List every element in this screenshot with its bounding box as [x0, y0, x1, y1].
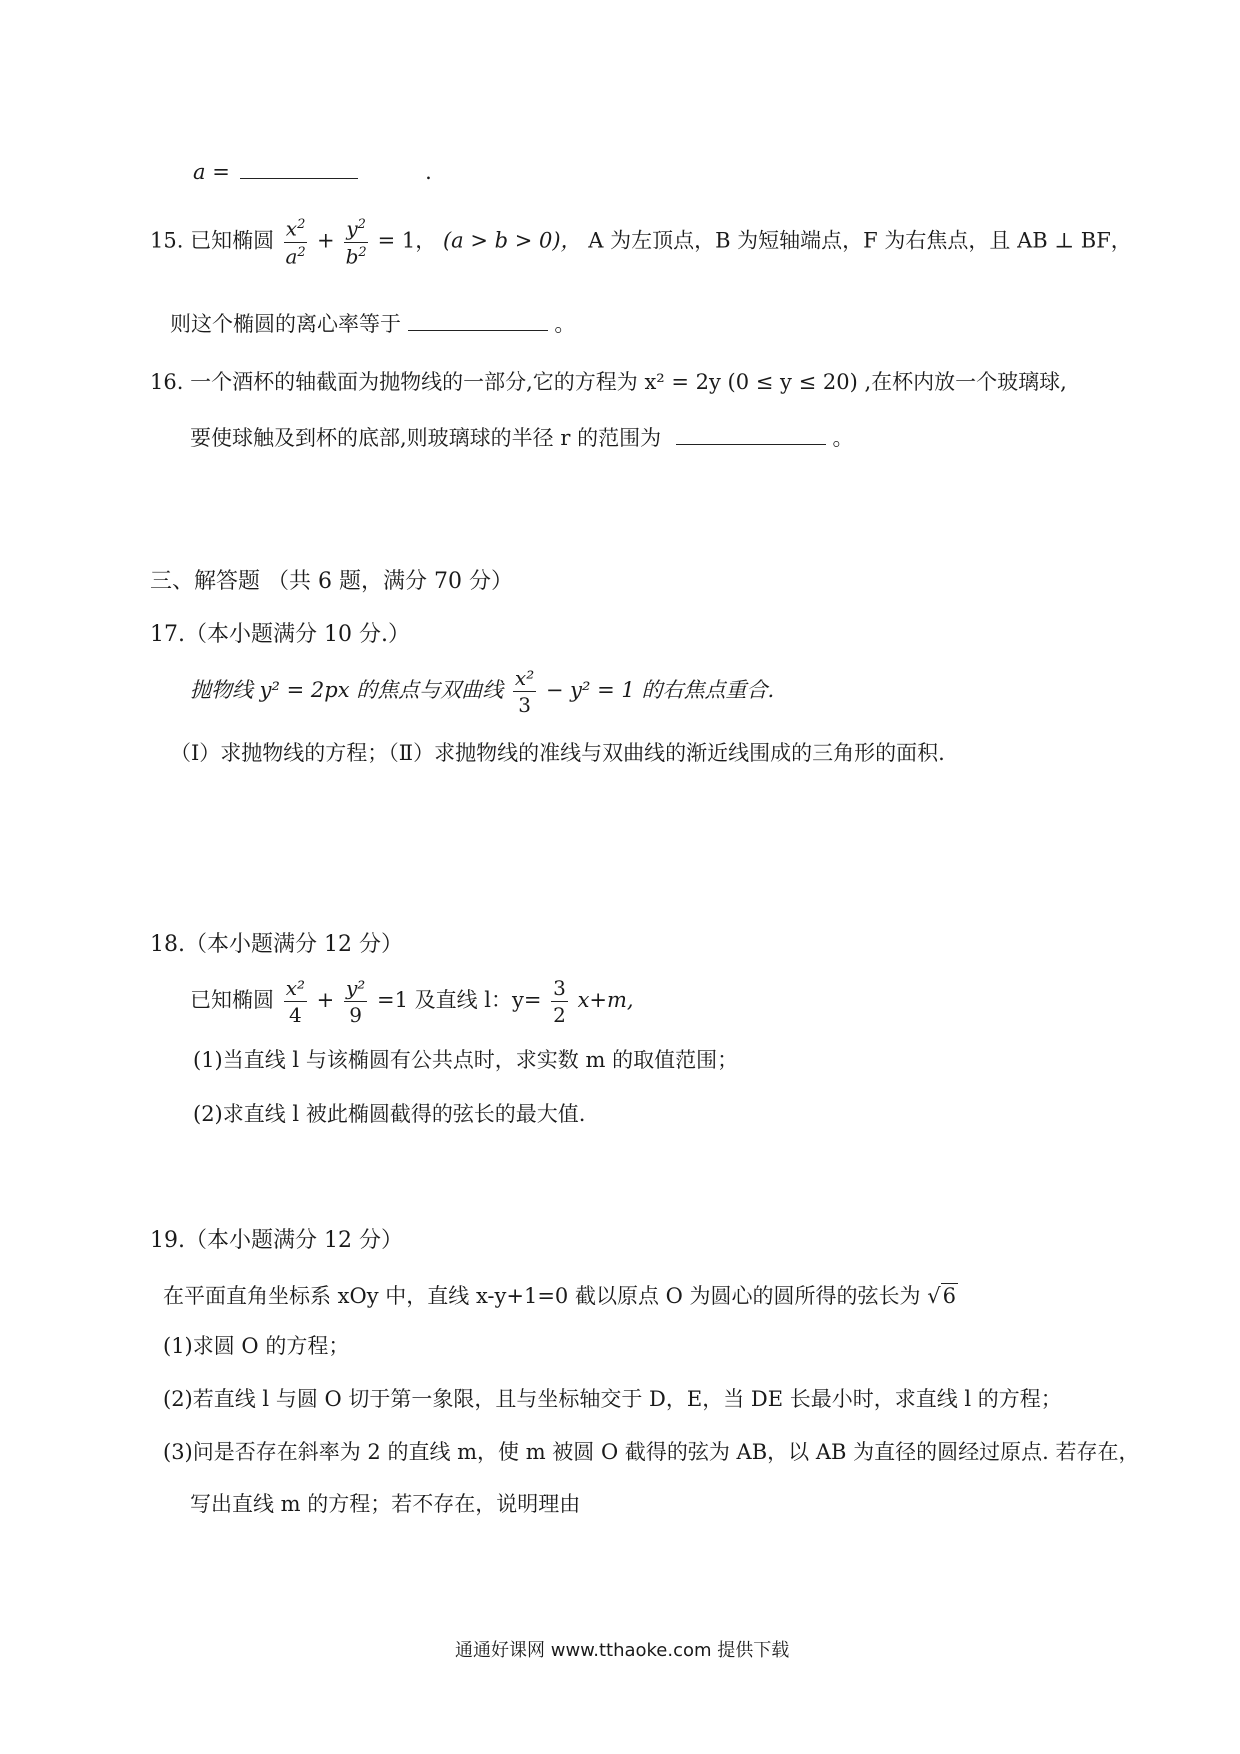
q17-text-a: 抛物线 y² = 2px 的焦点与双曲线 — [190, 678, 504, 702]
q18-header: 18.（本小题满分 12 分） — [150, 932, 403, 957]
q18-statement — [190, 978, 634, 1025]
q19-part2: (2)若直线 l 与圆 O 切于第一象限，且与坐标轴交于 D，E，当 DE 长最小时，求直线 l 的方程； — [163, 1387, 1062, 1411]
q18-part2: (2)求直线 l 被此椭圆截得的弦长的最大值. — [193, 1102, 586, 1126]
q16-line2-text: 要使球触及到杯的底部,则玻璃球的半径 r 的范围为 — [190, 426, 662, 450]
section3-heading: 三、解答题 （共 6 题，满分 70 分） — [150, 569, 513, 594]
q15-line1 — [150, 216, 1132, 269]
q18-part1: (1)当直线 l 与该椭圆有公共点时，求实数 m 的取值范围； — [193, 1048, 739, 1072]
q19-part3-cont: 写出直线 m 的方程；若不存在，说明理由 — [190, 1492, 581, 1516]
q19-sqrt: √ 6 — [927, 1284, 956, 1308]
q17-frac: $\frac{\text{x²}}{3}$ — [514, 666, 535, 717]
q17-parts: （Ⅰ）求抛物线的方程；（Ⅱ）求抛物线的准线与双曲线的渐近线围成的三角形的面积. — [170, 741, 945, 765]
q14-blank — [240, 177, 358, 179]
q16-end: 。 — [832, 426, 854, 450]
q19-intro — [163, 1280, 958, 1310]
q15-end: 。 — [554, 312, 576, 336]
q19-intro-text: 在平面直角坐标系 xOy 中，直线 x-y+1=0 截以原点 O 为圆心的圆所得的弦长为 — [163, 1284, 921, 1308]
q14-answer-line — [193, 160, 432, 184]
q18-frac-x: $\frac{\text{x²}}{4}$ — [285, 976, 305, 1027]
q16-line1-text: 一个酒杯的轴截面为抛物线的一部分,它的方程为 x² = 2y (0 ≤ y ≤ 20) ,在杯内放一个玻璃球, — [190, 370, 1067, 394]
q15-line2 — [170, 308, 575, 338]
q16-number: 16. — [150, 370, 184, 394]
footer-credit: 通通好课网 www.tthaoke.com 提供下载 — [455, 1640, 790, 1661]
q14-end: . — [425, 160, 432, 184]
q19-part3: (3)问是否存在斜率为 2 的直线 m，使 m 被圆 O 截得的弦为 AB，以 AB 为直径的圆经过原点. 若存在， — [163, 1440, 1140, 1464]
q17-statement — [190, 668, 774, 715]
q18-tail: x+m, — [577, 988, 634, 1012]
q17-text-b: − y² = 1 的右焦点重合. — [545, 678, 775, 702]
q18-mid: =1 及直线 l：y= — [376, 988, 542, 1012]
q19-header: 19.（本小题满分 12 分） — [150, 1228, 403, 1253]
q15-line2-text: 则这个椭圆的离心率等于 — [170, 312, 401, 336]
q18-frac-y: $\frac{\text{y²}}{9}$ — [345, 976, 366, 1027]
q15-frac-x: $\frac{x^2}{a^2}$ — [285, 216, 306, 269]
q18-plus: + — [316, 988, 335, 1012]
q15-blank — [408, 329, 548, 331]
q16-line1 — [150, 366, 1067, 396]
q19-part1: (1)求圆 O 的方程； — [163, 1334, 350, 1358]
q14-prefix: a = — [193, 160, 230, 184]
q16-blank — [676, 443, 826, 445]
q15-rhs: = 1， — [377, 228, 437, 253]
q18-lead: 已知椭圆 — [190, 988, 274, 1012]
q17-header: 17.（本小题满分 10 分.） — [150, 622, 410, 647]
q15-number: 15. — [150, 228, 184, 253]
q15-frac-y: $\frac{y^2}{b^2}$ — [345, 216, 367, 269]
q18-frac-slope: $\frac{3}{2}$ — [553, 976, 566, 1027]
q16-line2 — [190, 422, 853, 452]
q15-condition: (a > b > 0)， — [442, 228, 582, 253]
q15-plus: + — [317, 228, 335, 253]
q15-lead: 已知椭圆 — [190, 228, 275, 253]
q15-text: A 为左顶点，B 为短轴端点，F 为右焦点，且 AB ⊥ BF， — [588, 228, 1132, 253]
